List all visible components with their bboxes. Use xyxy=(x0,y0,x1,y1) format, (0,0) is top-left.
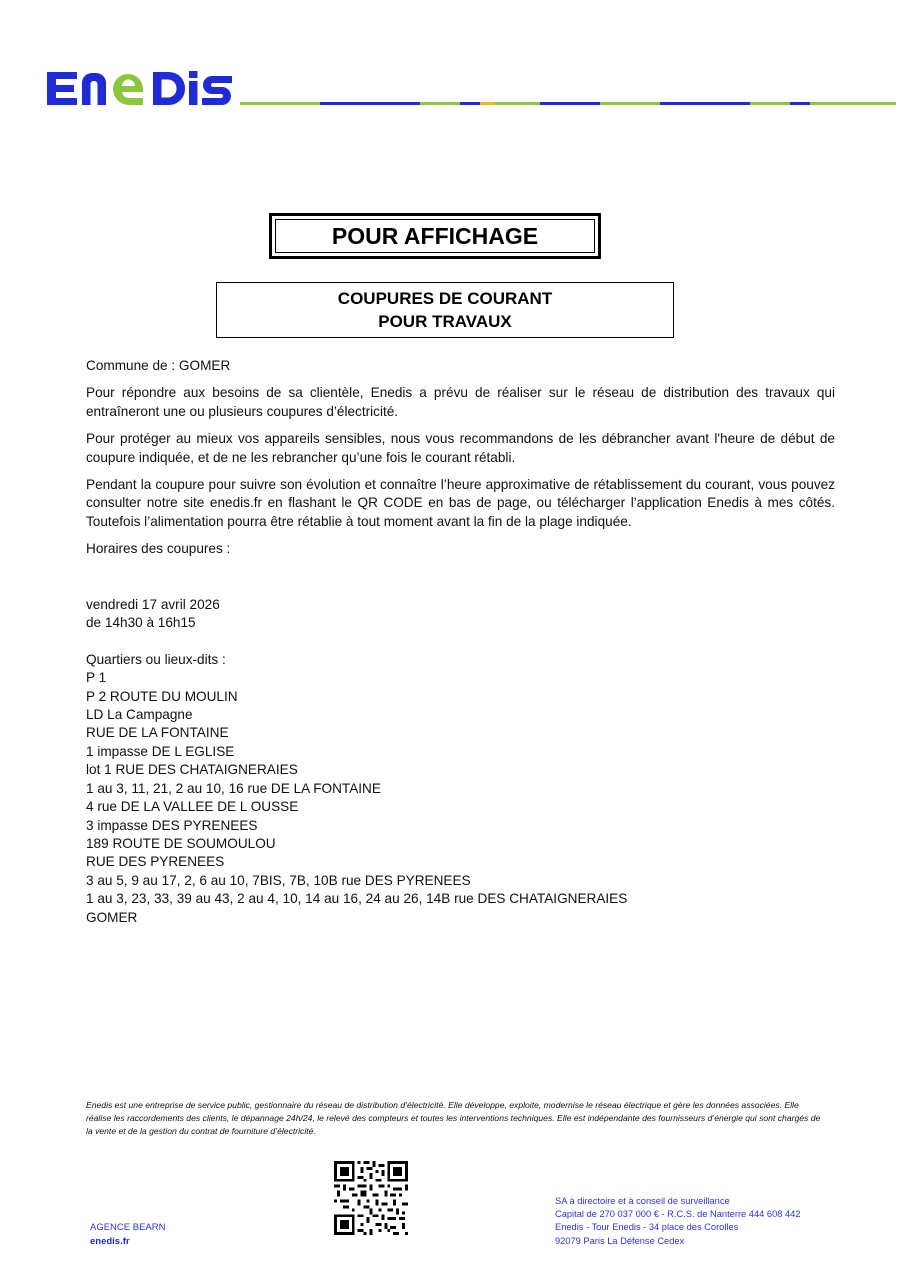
location-item: 3 au 5, 9 au 17, 2, 6 au 10, 7BIS, 7B, 10B rue DES PYRENEES xyxy=(86,872,471,888)
location-item: 1 au 3, 23, 33, 39 au 43, 2 au 4, 10, 14 au 16, 24 au 26, 14B rue DES CHATAIGNERAIES xyxy=(86,891,628,907)
intro-paragraph: Pour répondre aux besoins de sa clientèle, Enedis a prévu de réaliser sur le réseau de distribution des travaux qui entraîneront une ou plusieurs coupures d’électricité. xyxy=(86,385,835,419)
horaires-label: Horaires des coupures : xyxy=(86,541,231,557)
info-paragraph: Pendant la coupure pour suivre son évolution et connaître l’heure approximative de rétablissement du courant, vous pouvez consulter notre site enedis.fr en flashant le QR CODE en bas de page, ou télécharger l’application Enedis à mes côtés. Toutefois l’alimentation pourra être rétablie à tout moment avant la fin de la plage indiquée. xyxy=(86,477,835,529)
pour-affichage-box xyxy=(269,213,601,259)
notice-title-line1: COUPURES DE COURANT xyxy=(337,289,553,308)
outage-date: vendredi 17 avril 2026 xyxy=(86,596,220,612)
recommendation-paragraph: Pour protéger au mieux vos appareils sensibles, nous vous recommandons de les débrancher avant l'heure de début de coupure indiquée, et de ne les rebrancher qu’une fois le courant rétabli. xyxy=(86,431,835,465)
agency-name: AGENCE BEARN xyxy=(90,1222,166,1233)
location-item: 3 impasse DES PYRENEES xyxy=(86,817,258,833)
location-item: 189 ROUTE DE SOUMOULOU xyxy=(86,835,276,851)
qr-code-icon[interactable] xyxy=(334,1161,408,1235)
location-item: lot 1 RUE DES CHATAIGNERAIES xyxy=(86,762,298,778)
legal-line: Capital de 270 037 000 € - R.C.S. de Nanterre 444 608 442 xyxy=(555,1209,801,1220)
location-item: RUE DE LA FONTAINE xyxy=(86,725,229,741)
pour-affichage-title: POUR AFFICHAGE xyxy=(275,219,595,253)
location-item: 1 au 3, 11, 21, 2 au 10, 16 rue DE LA FONTAINE xyxy=(86,780,381,796)
location-item: LD La Campagne xyxy=(86,707,193,723)
location-item: P 2 ROUTE DU MOULIN xyxy=(86,688,238,704)
location-item: P 1 xyxy=(86,670,107,686)
location-item: 1 impasse DE L EGLISE xyxy=(86,743,235,759)
commune-line: Commune de : GOMER xyxy=(86,358,231,373)
outage-time-range: de 14h30 à 16h15 xyxy=(86,615,196,631)
legal-block xyxy=(555,1195,801,1248)
agency-block xyxy=(90,1221,166,1249)
notice-title-line2: POUR TRAVAUX xyxy=(378,312,512,331)
disclaimer-text: Enedis est une entreprise de service public, gestionnaire du réseau de distribution d’électricité. Elle développe, exploite, modernise le réseau électrique et gère les données associées. Elle réalise les raccordements des clients, le dépannage 24h/24, le relevé des compteurs et toutes les interventions techniques. Elle est indépendante des fournisseurs d’énergie qui sont chargés de la vente et de la gestion du contrat de fourniture d’électricité. xyxy=(86,1100,821,1136)
legal-line: 92079 Paris La Défense Cedex xyxy=(555,1235,685,1246)
header-stripe xyxy=(240,102,896,105)
location-item: GOMER xyxy=(86,909,138,925)
legal-line: SA à directoire et à conseil de surveillance xyxy=(555,1196,730,1206)
notice-body xyxy=(86,357,835,927)
website-link[interactable]: enedis.fr xyxy=(90,1236,130,1247)
location-item: 4 rue DE LA VALLEE DE L OUSSE xyxy=(86,799,299,815)
location-item: RUE DES PYRENEES xyxy=(86,854,225,870)
legal-line: Enedis - Tour Enedis - 34 place des Corolles xyxy=(555,1222,739,1233)
quartiers-label: Quartiers ou lieux-dits : xyxy=(86,651,226,667)
schedule xyxy=(86,596,835,927)
notice-title-box xyxy=(216,282,674,338)
enedis-logo xyxy=(45,66,235,110)
